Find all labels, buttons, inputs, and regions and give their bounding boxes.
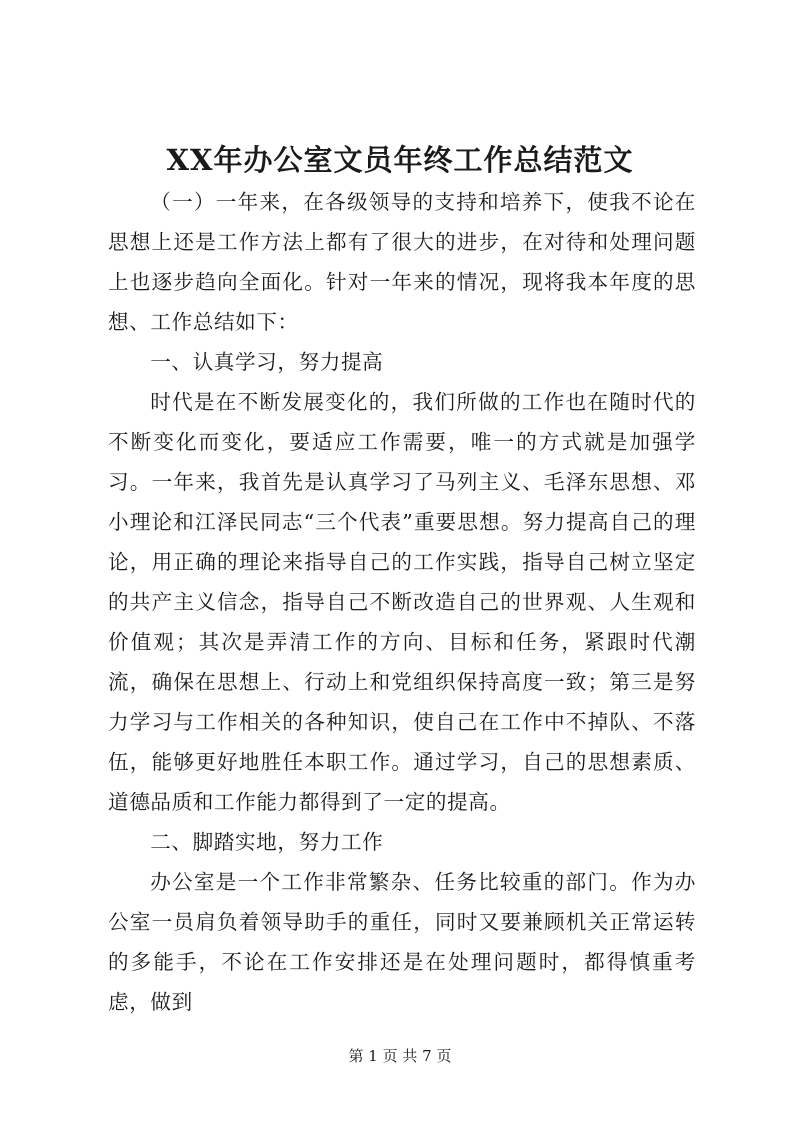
document-body: [108, 182, 696, 1022]
section-heading-2: 二、脚踏实地，努力工作: [150, 830, 384, 854]
page-footer: [0, 1046, 800, 1066]
body-paragraph-intro: （一）一年来，在各级领导的支持和培养下，使我不论在思想上还是工作方法上都有了很大的进步，在对待和处理问题上也逐步趋向全面化。针对一年来的情况，现将我本年度的思想、工作总结如下：: [108, 190, 696, 334]
document-title: XX年办公室文员年终工作总结范文: [166, 143, 634, 177]
section-heading-1: 一、认真学习，努力提高: [150, 350, 384, 374]
body-paragraph-study: 时代是在不断发展变化的，我们所做的工作也在随时代的不断变化而变化，要适应工作需要，唯一的方式就是加强学习。一年来，我首先是认真学习了马列主义、毛泽东思想、邓小理论和江泽民同志“三个代表”重要思想。努力提高自己的理论，用正确的理论来指导自己的工作实践，指导自己树立坚定的共产主义信念，指导自己不断改造自己的世界观、人生观和价值观；其次是弄清工作的方向、目标和任务，紧跟时代潮流，确保在思想上、行动上和党组织保持高度一致；第三是努力学习与工作相关的各种知识，使自己在工作中不掉队、不落伍，能够更好地胜任本职工作。通过学习，自己的思想素质、道德品质和工作能力都得到了一定的提高。: [108, 390, 696, 814]
page-number-label: 第 1 页 共 7 页: [348, 1047, 452, 1065]
body-paragraph-work: 办公室是一个工作非常繁杂、任务比较重的部门。作为办公室一员肩负着领导助手的重任，同时又要兼顾机关正常运转的多能手，不论在工作安排还是在处理问题时，都得慎重考虑，做到: [108, 870, 696, 1014]
